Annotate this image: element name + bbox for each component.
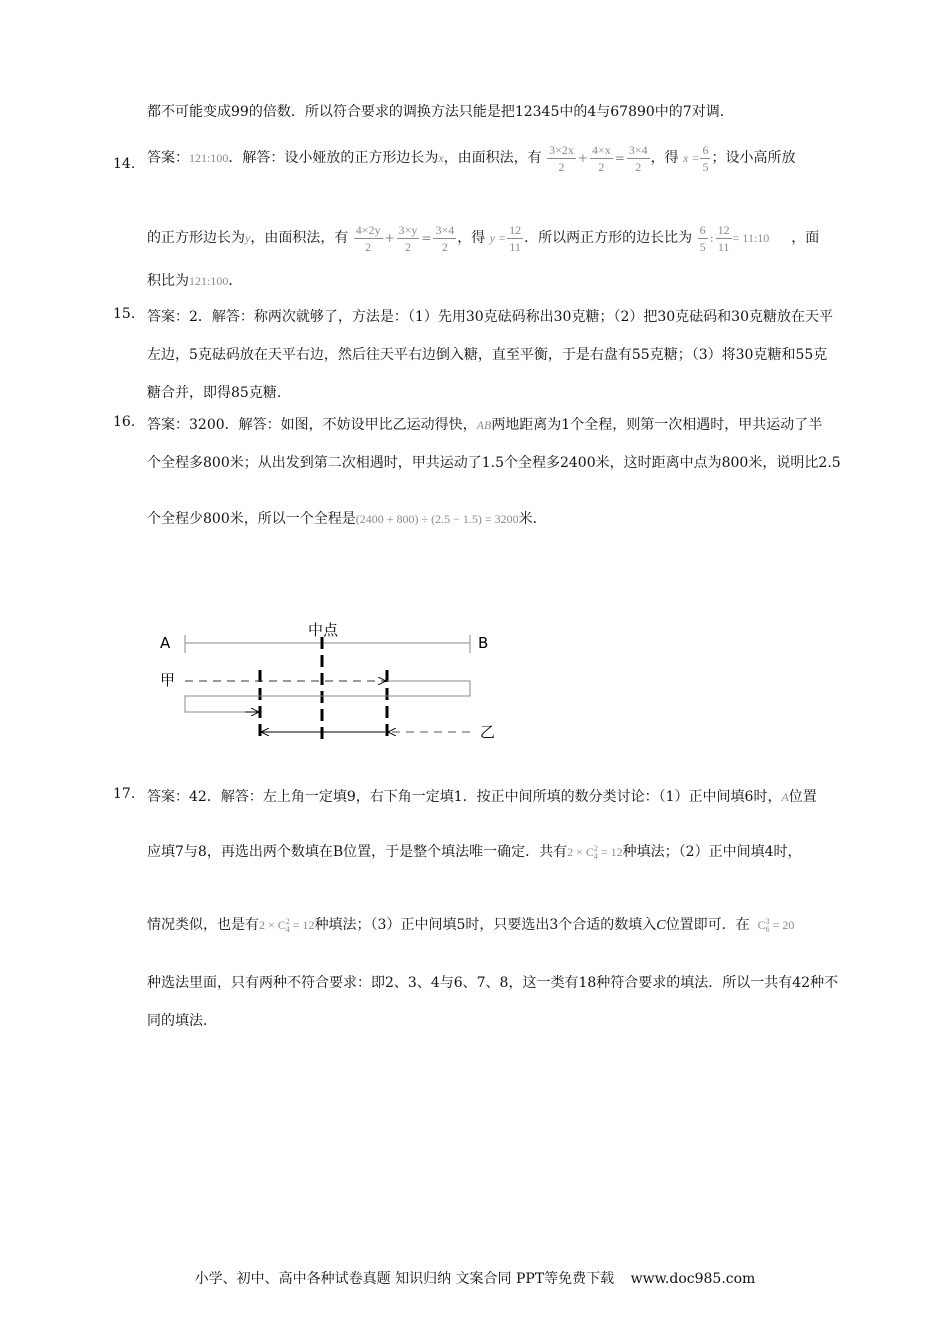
text: 种填法；（2）正中间填4时， [622, 844, 802, 860]
text: 答案：42．解答：左上角一定填9，右下角一定填1．按正中间所填的数分类讨论：（1）正中间填6时， [147, 789, 782, 805]
fraction: $\frac{12}{11}$ [717, 222, 730, 254]
text: ，得 [457, 230, 486, 246]
math-expr: (2400 + 800) ÷ (2.5 − 1.5) = 3200 [355, 512, 519, 526]
paragraph-line: 都不可能变成99的倍数．所以符合要求的调换方法只能是把12345中的4与67890中的7对调． [147, 104, 734, 120]
fraction: $\frac{6}{5}$ [699, 222, 706, 254]
question-number: 14. [113, 156, 136, 172]
label-b: B [478, 634, 489, 652]
q17-line-3 [147, 914, 794, 934]
q14-line-2 [147, 218, 819, 258]
fraction: $\frac{3\times 4}{2}$ [628, 142, 648, 174]
question-number: 16. [113, 414, 136, 430]
text: ，由面积法，有 [443, 150, 542, 166]
fraction: $\frac{3\times 4}{2}$ [435, 222, 455, 254]
text: 米． [518, 511, 547, 527]
math-var: C [656, 918, 666, 933]
text: ． [228, 273, 243, 289]
text: ，由面积法，有 [250, 230, 349, 246]
q17-line-2 [147, 841, 802, 861]
label-jia: 甲 [160, 671, 176, 689]
motion-diagram [150, 615, 510, 750]
text: 位置 [788, 789, 817, 805]
text: ，得 [650, 150, 679, 166]
text: 个全程少800米，所以一个全程是 [147, 511, 356, 527]
footer [0, 1268, 950, 1288]
operator: = [421, 231, 432, 245]
fraction: $\frac{6}{5}$ [702, 142, 709, 174]
jia-return-path [185, 681, 470, 712]
fraction: $\frac{4\times 2y}{2}$ [355, 222, 381, 254]
q16-line-3 [147, 508, 547, 528]
q15-line-2: 左边，5克砝码放在天平右边，然后往天平右边倒入糖，直至平衡，于是右盘有55克糖；（3）将30克糖和55克 [147, 347, 828, 363]
text: 积比为 [147, 273, 189, 289]
math-var: AB [476, 418, 492, 432]
text: 情况类似，也是有 [147, 917, 259, 933]
operator: + [577, 151, 588, 165]
q16-line-1 [147, 414, 822, 434]
math-expr: y = [489, 231, 507, 245]
label-midpoint: 中点 [308, 621, 339, 639]
q17-line-4: 种选法里面，只有两种不符合要求：即2、3、4与6、7、8，这一类有18种符合要求的填法．所以一共有42种不 [147, 975, 839, 991]
question-number: 15. [113, 306, 136, 322]
text: 种填法；（3）正中间填5时，只要选出3个合适的数填入 [314, 917, 657, 933]
q15-line-3: 糖合并，即得85克糖． [147, 385, 291, 401]
q15-line-1: 答案：2．解答：称两次就够了，方法是：（1）先用30克砝码称出30克糖；（2）把30克砝码和30克糖放在天平 [147, 309, 833, 325]
math-expr: 2 × C 2 4 = 12 [567, 844, 623, 862]
label-yi: 乙 [480, 723, 496, 741]
text: ，面 [791, 230, 820, 246]
math-expr: C 3 6 = 20 [757, 917, 795, 935]
q14-line-3 [147, 270, 242, 290]
footer-text: 小学、初中、高中各种试卷真题 知识归纳 文案合同 PPT等免费下载 [194, 1271, 615, 1287]
q14-line-1 [147, 138, 795, 178]
math-expr: x = [683, 151, 700, 165]
text: ；设小高所放 [711, 150, 796, 166]
fraction: $\frac{12}{11}$ [509, 222, 522, 254]
label-a: A [160, 634, 171, 652]
q17-line-1 [147, 786, 817, 806]
fraction: $\frac{3\times y}{2}$ [398, 222, 418, 254]
question-number: 17. [113, 786, 136, 802]
text: 位置即可．在 [665, 917, 750, 933]
text: 的正方形边长为 [147, 230, 245, 246]
q16-line-2: 个全程多800米；从出发到第二次相遇时，甲共运动了1.5个全程多2400米，这时距离中点为800米，说明比2.5 [147, 455, 841, 471]
text: 答案： [147, 150, 189, 166]
footer-link[interactable]: www.doc985.com [630, 1271, 756, 1287]
text: 应填7与8，再选出两个数填在B位置，于是整个填法唯一确定．共有 [147, 844, 568, 860]
text: ．解答：设小娅放的正方形边长为 [228, 150, 439, 166]
fraction: $\frac{3\times 2x}{2}$ [549, 142, 574, 174]
text: ．所以两正方形的边长比为 [524, 230, 693, 246]
math-var: x [438, 151, 444, 165]
q17-line-5: 同的填法． [147, 1013, 217, 1029]
math-var: y [245, 231, 251, 245]
math-var: A [781, 790, 789, 804]
fraction: $\frac{4\times x}{2}$ [591, 142, 611, 174]
math-expr: = 11:10 [732, 231, 770, 245]
math-ratio: 121:100 [189, 274, 229, 288]
operator: = [614, 151, 625, 165]
text: 答案：3200．解答：如图，不妨设甲比乙运动得快， [147, 417, 477, 433]
math-expr: 2 × C 2 4 = 12 [259, 917, 315, 935]
text: 两地距离为1个全程，则第一次相遇时，甲共运动了半 [491, 417, 823, 433]
operator: : [709, 231, 714, 245]
math-ratio: 121:100 [189, 151, 229, 165]
operator: + [384, 231, 395, 245]
